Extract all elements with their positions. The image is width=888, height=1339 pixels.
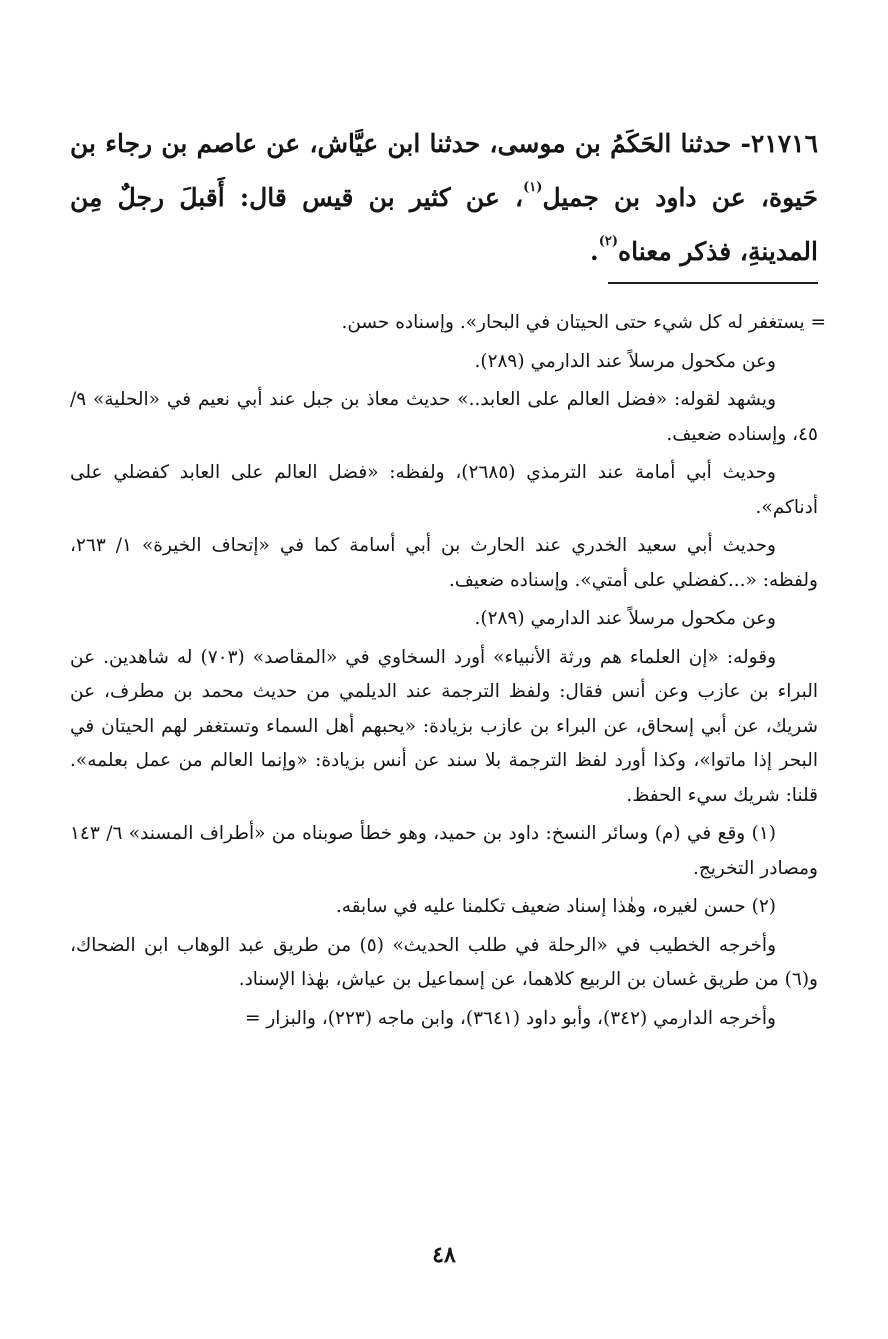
document-page — [70, 0, 826, 1339]
hadith-text-part-1: ٢١٧١٦- حدثنا الحَكَمُ بن موسى، حدثنا ابن عيَّاش، عن عاصم بن رجاء بن حَيوة، عن داود بن جميل — [70, 129, 818, 212]
footnote-paragraph: وحديث أبي سعيد الخدري عند الحارث بن أبي أسامة كما في «إتحاف الخيرة» ١/ ٢٦٣، ولفظه: «...كفضلي على أمتي». وإسناده ضعيف. — [70, 535, 818, 591]
footnote-paragraph: وعن مكحول مرسلاً عند الدارمي (٢٨٩). — [474, 350, 776, 372]
footnote-paragraph: وأخرجه الخطيب في «الرحلة في طلب الحديث» (٥) من طريق عبد الوهاب ابن الضحاك، و(٦) من طريق غسان بن الربيع كلاهما، عن إسماعيل بن عياش، بهٰذا الإسناد. — [70, 934, 818, 990]
footnote-note-1: (١) وقع في (م) وسائر النسخ: داود بن حميد، وهو خطأ صوبناه من «أطراف المسند» ٦/ ١٤٣ ومصادر التخريج. — [70, 823, 818, 879]
page-number: ٤٨ — [432, 1242, 456, 1268]
hadith-text-end: . — [589, 237, 599, 266]
footnote-paragraph: وحديث أبي أمامة عند الترمذي (٢٦٨٥)، ولفظه: «فضل العالم على العابد كفضلي على أدناكم». — [70, 462, 818, 518]
footnote-reference-1: (١) — [523, 179, 543, 195]
footnote-divider — [608, 282, 818, 284]
footnote-paragraph: وأخرجه الدارمي (٣٤٢)، وأبو داود (٣٦٤١)، وابن ماجه (٢٢٣)، والبزار = — [244, 1007, 776, 1029]
hadith-text-part-2: ، عن كثير بن قيس قال: أَقبلَ رجلٌ مِن المدينةِ، فذكر معناه — [70, 183, 818, 266]
footnote-paragraph: = يستغفر له كل شيء حتى الحيتان في البحار». وإسناده حسن. — [341, 312, 826, 333]
hadith-main-text — [70, 117, 818, 279]
footnote-reference-2: (٢) — [598, 233, 618, 249]
footnote-paragraph: وقوله: «إن العلماء هم ورثة الأنبياء» أورد السخاوي في «المقاصد» (٧٠٣) له شاهدين. عن البراء بن عازب وعن أنس فقال: ولفظ الترجمة عند الديلمي من حديث محمد بن مطرف، عن شريك، عن أبي إسحاق، عن البراء بن عازب بزيادة: «يحبهم أهل السماء وتستغفر لهم الحيتان في البحر إذا ماتوا»، وكذا أورد لفظ الترجمة بلا سند عن أنس بزيادة: «وإنما العالم من عمل بعلمه». قلنا: شريك سيء الحفظ. — [70, 646, 818, 806]
footnote-paragraph: وعن مكحول مرسلاً عند الدارمي (٢٨٩). — [474, 608, 776, 629]
footnote-note-2: (٢) حسن لغيره، وهٰذا إسناد ضعيف تكلمنا عليه في سابقه. — [335, 896, 776, 917]
footnotes-section — [70, 306, 826, 1040]
footnote-paragraph: ويشهد لقوله: «فضل العالم على العابد..» حديث معاذ بن جبل عند أبي نعيم في «الحلية» ٩/ ٤٥، وإسناده ضعيف. — [70, 389, 818, 445]
